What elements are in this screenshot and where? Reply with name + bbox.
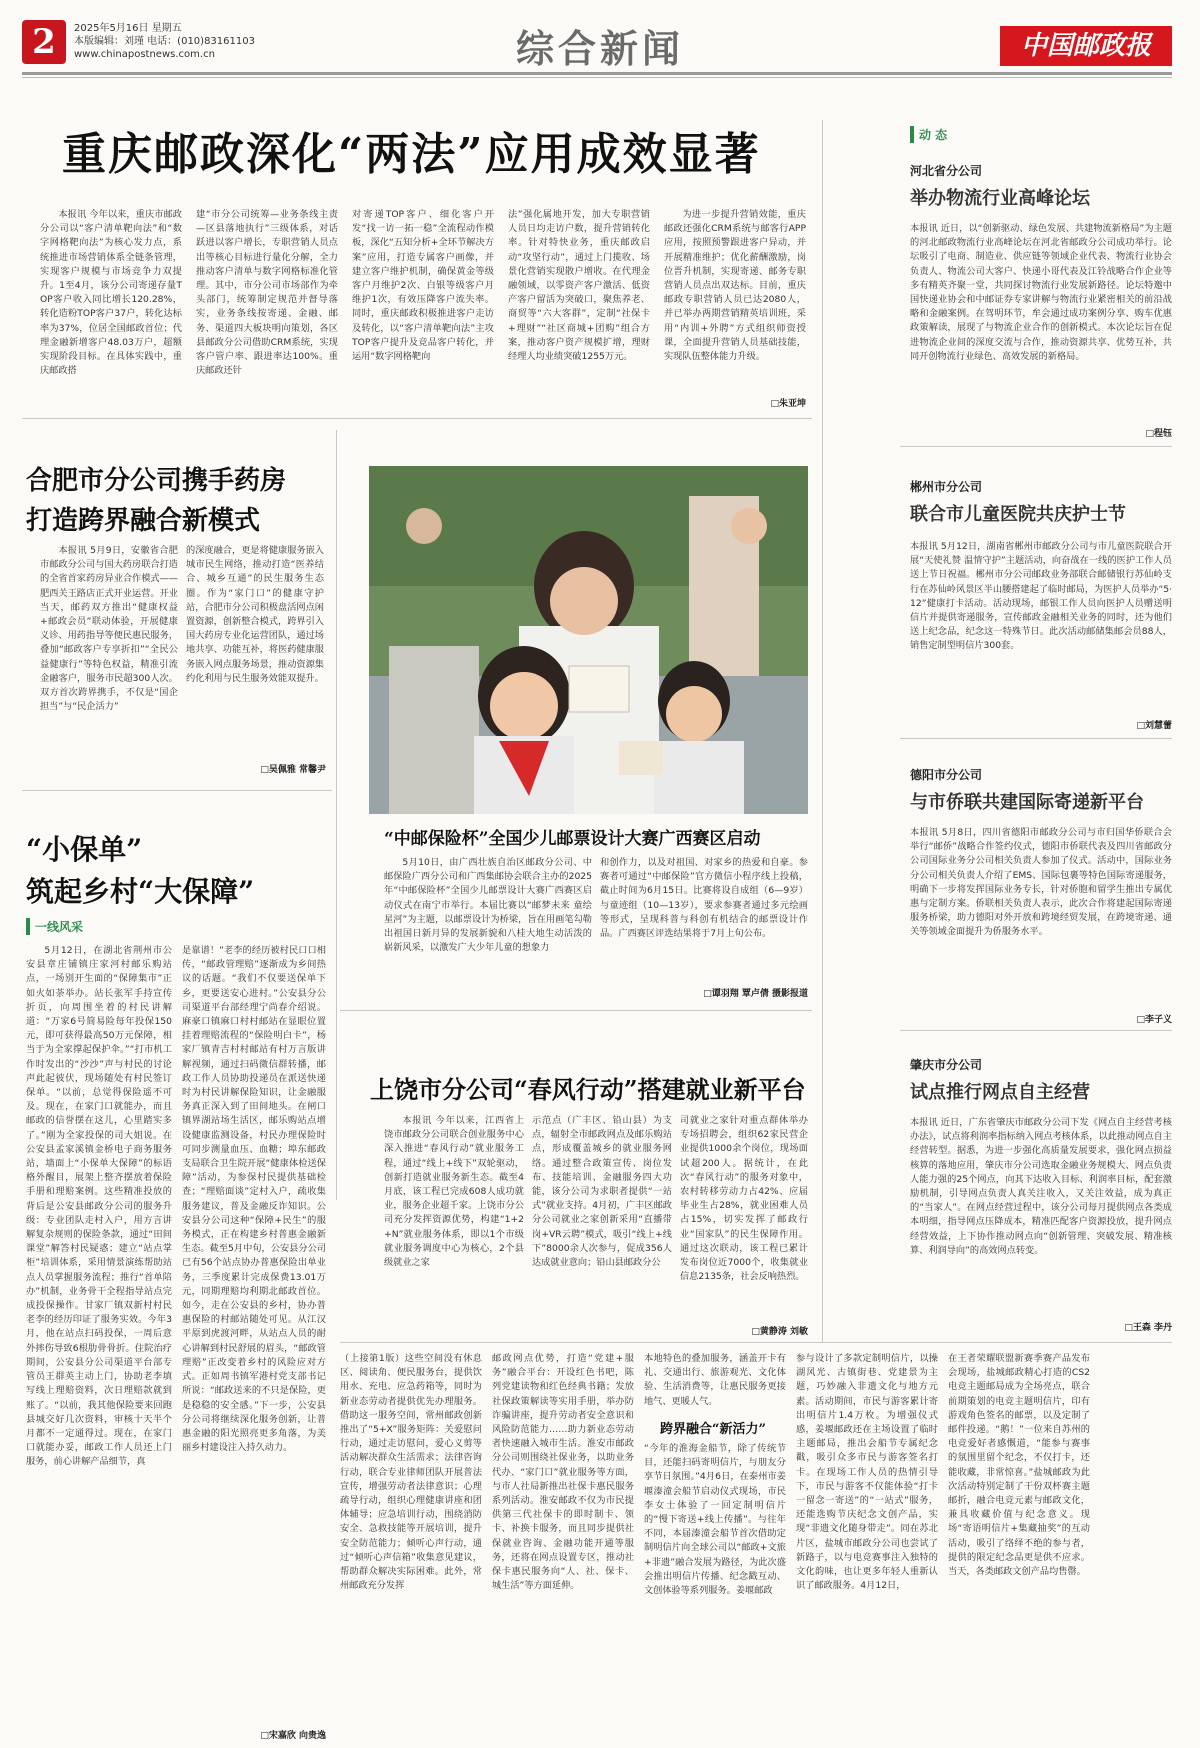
- divider-hefei: [336, 430, 337, 1200]
- sidebar-item-zhaoqing-org: 肇庆市分公司: [910, 1058, 983, 1072]
- continued-col-5: 在王者荣耀联盟新赛季赛产品发布会现场，盐城邮政精心打造的CS2电竞主题邮局成为全场亮点，联合前期策划的电竞主题明信片，印有游戏角色签名的邮票，以及定制了邮件投递。“鹅！”一位来自苏州的电竞爱好者感慨道，“能参与赛事的氛围里留个纪念，不仅打卡，还能收藏，非常惊喜。”盐城邮政为此次活动特别定制了干份双杯赛主题邮折，融合电竞元素与邮政文化，兼具收藏价值与纪念意义。现场“寄语明信片+集藏抽奖”的互动活动，吸引了络绎不绝的参与者，提供的限定纪念品更是供不应求。当天，各类邮政文创产品均售罄。: [948, 1353, 1090, 1578]
- sidebar-item-hebei-byline: □程钰: [1145, 429, 1172, 439]
- newspaper-logo: [1000, 26, 1172, 66]
- sidebar-item-chenzhou-byline: □刘慧蕾: [1136, 721, 1172, 731]
- continued-subhead: 跨界融合“新活力”: [660, 1422, 766, 1437]
- lead-col-5: 为进一步提升营销效能，重庆邮政还强化CRM系统与邮客行APP应用，按照预警跟进客户异动，并开展精准维护；优化薪酬激励，岗位晋升机制，实现寄递、邮务专职营销人员点出双达标。目前，重庆邮政专职营销人员已达2080人，并已举办两期营销精英培训班，采用“内训+外聘”方式组织师资授课，全面提升营销人员基础技能，实现队伍整体能力升级。: [664, 209, 806, 363]
- sidebar-divider-3: [900, 1030, 1172, 1031]
- continued-col-4: 参与设计了多款定制明信片，以操湖风光、古镇街巷、党建景为主题，巧妙融入非遗文化与地方元素。活动期间，市民与游客累计寄出明信片1.4万枚。为增强仪式感，姜堰邮政还在主场设置了临时主题邮局，推出会船节专属纪念戳，吸引众多市民与游客签名打卡。在现场工作人员的热情引导下，市民与游客不仅能体验“打卡一留念一寄送”的“一站式”服务，还能选购节庆纪念文创产品，实现“非遗文化随身带走”。同在苏北片区，盐城市邮政分公司也尝试了新路子，以与电竞赛事注入独特的文化韵味，也让更多年轻人重新认识了邮政服务。4月12日，: [796, 1353, 938, 1592]
- hefei-col-1: 本报讯 5月9日，安徽省合肥市邮政分公司与国大药房联合打造的全省首家药房异业合作模式——肥西关王路店正式开业运营。开业当天，邮药双方推出“健康权益+邮政会员”联动体验，开展健康义诊、用药指导等便民惠民服务，叠加“邮政客户专享折扣”“全民公益健康行”等特色权益，精准引流金融客户，服务市民超300人次。双方首次跨界携手，不仅是“国企担当”与“民企活力”: [40, 545, 178, 713]
- sidebar-divider-2: [900, 738, 1172, 739]
- xiaobaodan-col-2: 是靠谱！”老李的经历被村民口口相传，“邮政管理赔”逐渐成为乡间热议的话题。“我们不仅要送保单下乡，更要送安心进村。”公安县分公司渠道平台部经理宁尚春介绍说。麻豪口镇麻口村村邮站在显眼位置挂着理赔流程的“保险明白卡”，杨家厂镇青吉村村邮站有村万言版讲解视频，通过扫码微信群转播，邮政工作人员协助投递员在派送快递时为村民讲解保险知识，让金融服务真正深入到了田间地头。在闸口镇界湖站场生活区，邮乐购站点增设健康监测设备，村民办理保险时可同步测量血压、血糖；埠东邮政支局联合卫生院开展“健康体检送保障”活动，为参保村民提供基础检查；“理赔面谈”定村入户，疏收集服务建议，普及金融反诈知识。公安县分公司这种“保障+民生”的服务模式，正在构建乡村普惠金融新生态。截至5月中旬，公安县分公司已有56个站点协办普惠保险出单业务，三季度累计完成保费13.01万元，同期理赔均利期北邮政首位。如今，走在公安县的乡村，协办普惠保险的村邮站随处可见。从江汉平原到虎渡河畔，从站点人员的耐心讲解到村民舒展的眉头，“邮政管理赔”正改变着乡村的风险应对方式。正如周书镇军港村党支部书记所说：“邮政送来的不只是保险，更是稳稳的安全感。”下一步，公安县分公司将继续深化服务创新，让普惠金融的阳光照亮更多角落，为美丽乡村建设注入持久动力。: [182, 945, 326, 1454]
- sidebar-item-deyang-byline: □李子义: [1136, 1015, 1172, 1025]
- logo-text: 中国邮政报: [1020, 31, 1151, 61]
- lead-byline: □朱亚坤: [770, 399, 806, 409]
- lead-col-2: 建“市分公司统筹—业务条线主责—区县落地执行”三级体系，对话跃进以客户增长，专职营销人员点出等核心目标进行量化分解，全力推动客户清单与数字网格标准化管理。其中，市分公司市场部作为牵头部门，统筹制定规范并督导落实，业务条线按寄递、金融、邮务、渠道四大板块明向策划，各区县邮政分公司借助CRM系统，实现客户管户率、跟进率达100%。重庆邮政还针: [196, 209, 338, 377]
- frontline-tag: 一线风采: [26, 918, 83, 935]
- editor-line: 本版编辑：刘瑾 电话：(010)83161103: [74, 36, 255, 47]
- sidebar-item-hebei-org: 河北省分公司: [910, 164, 983, 178]
- shangrao-col-2: 示范点（广丰区、铅山县）为支点，辐射全市邮政网点及邮乐购站点，形成覆盖城乡的就业服务网络。通过整合政策宣传、岗位发布、技能培训、金融服务四大功能，该分公司为求职者提供“一站式”就业支持。4月初，广丰区邮政分公司就业之家创新采用“直播带岗+VR云聘”模式，吸引“线上+线下”8000余人次参与，促成356人达成就业意向；铅山县邮政分公: [532, 1115, 672, 1269]
- hefei-headline-2: 打造跨界融合新模式: [26, 506, 261, 536]
- divider-photo-story: [340, 1010, 812, 1011]
- sidebar-tag: 动 态: [910, 126, 947, 143]
- divider-lead: [22, 418, 812, 419]
- sidebar-item-chenzhou-text: 本报讯 5月12日，湖南省郴州市邮政分公司与市儿童医院联合开展“天使礼赞 温情守护”主题活动，向奋战在一线的医护工作人员送上节日祝福。郴州市分公司邮政业务部联合邮储银行苏仙岭支行在苏仙岭风景区半山腰搭建起了临时邮局，为医护人员举办“5·12”健康打卡活动。活动现场，邮银工作人员向医护人员赠送明信片并提供寄递服务，宣传邮政金融相关业务的同时，还为他们送上纪念品，纪念这一特殊节日。此次活动邮储集邮会员88人，销售定制型明信片300套。: [910, 541, 1172, 652]
- sidebar-item-zhaoqing-byline: □王森 李丹: [1124, 1323, 1172, 1333]
- continued-col-3a: 本地特色的叠加服务，涵盖开卡有礼、交通出行、旅游观光、文化体验、生活消费等，让惠民服务更接地气、更暖人气。: [644, 1353, 786, 1407]
- masthead-rule-thin: [22, 77, 1172, 78]
- hefei-headline-1: 合肥市分公司携手药房: [26, 466, 287, 496]
- shangrao-col-1: 本报讯 今年以来，江西省上饶市邮政分公司联合创业服务中心深入推进“春风行动”就业服务工程，通过“线上+线下”双轮驱动，创新打造就业服务新生态。截至4月底，该工程已完成608人成功就业，服务企业超千家。上饶市分公司充分发挥资源优势，构建“1+2+N”就业服务体系，即以1个市级就业服务调度中心为核心，2个县级就业之家: [384, 1115, 524, 1269]
- sidebar-item-deyang-title: 与市侨联共建国际寄递新平台: [910, 792, 1144, 813]
- lead-col-4: 法”强化属地开发，加大专职营销人员日均走访户数，提升营销转化率。针对特快业务，重庆邮政启动“攻坚行动”，通过上门揽收、场景化营销实现散户增收。在代理金融领域，以零资产客户激活、低资产客户留活为突破口，聚焦养老、商贸等“六大客群”，定制“社保卡+理财”“社区商城+团购”组合方案，推动客户资产规模扩增，理财经理人均业绩突破1255万元。: [508, 209, 650, 363]
- sidebar-item-hebei-text: 本报讯 近日，以“创新驱动、绿色发展、共建物流新格局”为主题的河北邮政物流行业高峰论坛在河北省邮政分公司成功举行。论坛吸引了电商、制造业、供应链等领域企业代表、物流行业协会负责人、物流公司大客户、快递小哥代表及江铃战略合作企业等多有精英齐聚一堂，共同探讨物流行业发展新路径。论坛特邀中国快递业协会和中邮证券专家讲解与物流行业紧密相关的前沿战略和金融案例。在驾明环节，牟会通过成功案例分享、购车优惠政策解读，展现了与物流企业合作的创新模式。本次论坛旨在促进物流企业间的深度交流与合作，推动资源共享、优势互补，共同开创物流行业绿色、高效发展的新格局。: [910, 223, 1172, 362]
- site-url[interactable]: www.chinapostnews.com.cn: [74, 49, 215, 60]
- xiaobaodan-col-1: 5月12日，在湖北省荆州市公安县章庄铺镇庄家河村邮乐购站点，一场别开生面的“保障集市”正如火如荼举办。站长张军手持宣传折页，向周围坐着的村民讲解道：“万家6号简易险每年投保150元，即可获得最高50万元保障，相当于为全家撑起保护伞。”“打市机工作时发出的“沙沙”声与村民的讨论声此起彼伏，现场随处有村民签订保单。“以前，总觉得保险遥不可及。现在，在家门口就能办，而且邮政的信誉摆在这儿，心里踏实多了。”刚为全家投保的司大姐说。在公安县孟家溪镇金桥电子商务服务站，墙面上“小保单大保障”的标语格外醒目，展架上整齐摆放着保险手册和理赔案例。这些精准投放的背后是公安县邮政分公司的服务升级：专业团队走村入户，用方言讲解复杂规则的保险条款，通过“田间课堂”解答村民疑惑；建立“站点掌柜”培训体系，采用情景演练帮助站点人员掌握服务流程；推行“首单陪办”机制，业务骨干全程指导站点完成投保操作。甘家厂镇双新村村民老李的经历印证了服务实效。今年3月，他在站点扫码投保，一周后意外摔伤导致6根肋骨骨折。住院治疗期间，公安县分公司渠道平台部专管员王群英主动上门，协助老李填写线上理赔资料，次日理赔款就到账了。“以前，我其他保险要来回跑县城交好几次资料，审核十天半个月都不一定通得过。现在，在家门口就能办妥，邮政工作人员还上门服务，前心讲解产品细节，真: [26, 945, 172, 1468]
- photo-story-col-2: 和创作力，以及对祖国、对家乡的热爱和自豪。参赛者可通过“中邮保险”官方微信小程序线上投稿，截止时间为6月15日。比赛将设自成组（6—9岁）与童迹组（10—13岁），要求参赛者通过多元绘画等形式，呈现科普与科创有机结合的邮票设计作品。广西赛区评选结果将于7月上旬公布。: [600, 857, 808, 940]
- continued-col-2: 邮政网点优势，打造“党建+服务”融合平台：开设红色书吧，陈列党建读物和红色经典书籍；发放社保政策解读等实用手册，举办防诈骗讲座，提升劳动者安全意识和风险防范能力……助力新业态劳动者快速融入城市生活。淮安市邮政分公司则围绕社保业务，以助业务代办、“家门口”就业服务等方面，与市人社局新推出社保卡惠民服务系列活动。淮安邮政不仅为市民提供第三代社保卡的即时制卡、领卡、补换卡服务，而且同步提供社保就业咨询、金融功能开通等服务，还将在网点设置专区，推动社保卡惠民服务向“人、社、保卡、城生活”等方面延伸。: [492, 1353, 634, 1592]
- photo-illustration: [369, 466, 808, 814]
- xiaobaodan-headline-1: “小保单”: [26, 833, 143, 866]
- photo-story-headline: “中邮保险杯”全国少儿邮票设计大赛广西赛区启动: [384, 829, 761, 849]
- divider-hefei-bottom: [22, 790, 332, 791]
- shangrao-headline: 上饶市分公司“春风行动”搭建就业新平台: [370, 1075, 806, 1104]
- sidebar-item-zhaoqing-text: 本报讯 近日，广东省肇庆市邮政分公司下发《网点自主经营考核办法》，试点将利润率指标纳入网点考核体系，以此推动网点自主经营转型。据悉，为进一步强化高质量发展要求，强化网点损益核算的落地应用，肇庆市分公司选取金融业务规模大、网点负责人能力强的25个网点，向其下达收入目标、利润率目标，配套激励机制，引导网点负责人真关注收入，又关注效益，成为真正的“当家人”。在网点经营过程中，该分公司每月提供网点各类成本明细，指导网点压降成本，精准匹配客户资源投放，提升网点经营效益，上下协作推动网点向“创新管理、突破发展、精准核算、利润导向”的高效网点转变。: [910, 1117, 1172, 1256]
- sidebar-divider: [822, 120, 823, 1342]
- sidebar-item-chenzhou-title: 联合市儿童医院共庆护士节: [910, 504, 1126, 525]
- masthead-info: [74, 22, 255, 61]
- sidebar-divider-1: [900, 446, 1172, 447]
- shangrao-col-3: 司就业之家针对重点群体举办专场招聘会，组织62家民营企业提供1000余个岗位，现场面试超200人。据统计，在此次“春风行动”的服务对象中，农村转移劳动力占42%、应届毕业生占28%，就业困难人员占15%，切实发挥了邮政行业“国家队”的民生保障作用。通过这次联动，该工程已累计发布岗位近7000个，收集就业信息2135条，社会反响热烈。: [680, 1115, 808, 1283]
- lead-col-3: 对寄递TOP客户、细化客户开发“找一访一拓一稳”全流程动作模板，深化“五知分析+全环节解决方案”应用，打造专属客户画像，并建立客户维护机制，确保黄金等级客户月维护2次、白银等级客户月维护1次，有效压降客户流失率。同时，重庆邮政积极推进客户走访及转化，以“客户清单靶向法”主攻TOP客户提升及竞品客户转化，并运用“数字网格靶向: [352, 209, 494, 363]
- hefei-byline: □吴佩雅 常馨尹: [260, 765, 326, 775]
- children-stamp-photo: [369, 466, 808, 814]
- date-line: 2025年5月16日 星期五: [74, 23, 182, 34]
- continued-col-1: （上接第1版）这些空间没有休息区、阅读角、便民服务台，提供饮用水、充电、应急药箱等，同时为新业态劳动者提供优先办理服务。借助这一服务空间，常州邮政创新推出了“5+X”服务矩阵：关爱慰问行动，通过走访慰问，爱心义剪等活动解决群众生活需求；法律咨询行动，联合专业律师团队开展普法宣传，增强劳动者法律意识；心理疏导行动，组织心理健康讲座和团体辅导；应急培训行动，围绕消防安全、急救技能等开展培训，提升安全防范能力；倾听心声行动，通过“倾听心声信箱”收集意见建议，帮助群众解决实际困难。此外，常州邮政充分发挥: [340, 1353, 482, 1592]
- sidebar-item-chenzhou-org: 郴州市分公司: [910, 480, 983, 494]
- photo-story-col-1: 5月10日，由广西壮族自治区邮政分公司、中邮保险广西分公司和广西集邮协会联合主办的2025年“中邮保险杯”全国少儿邮票设计大赛广西赛区启动仪式在南宁市举行。本届比赛以“邮梦未来 童绘星河”为主题，以邮票设计为桥梁，旨在用画笔勾勒出祖国日新月异的发展新貌和八桂大地生动活泼的崭新风采，以激发广大少年儿童的想象力: [384, 857, 592, 954]
- sidebar-item-zhaoqing-title: 试点推行网点自主经营: [910, 1082, 1090, 1103]
- xiaobaodan-headline-2: 筑起乡村“大保障”: [26, 875, 255, 908]
- sidebar-item-hebei-title: 举办物流行业高峰论坛: [910, 188, 1090, 209]
- sidebar-item-deyang-org: 德阳市分公司: [910, 768, 983, 782]
- xiaobaodan-byline: □宋嘉欣 向贵逸: [260, 1731, 326, 1741]
- continued-col-3b: “今年的淮海金船节，除了传统节目，还能扫码寄明信片，与朋友分享节日氛围。”4月6日，在泰州市姜堰溱潼会船节启动仪式现场，市民李女士体验了一回定制明信片的“慢下寄送+线上传播”。与往年不同，本届溱潼会船节首次借助定制明信片向全球公司以“邮政+文旅+非遗”融合发展为路径，为此次盛会推出明信片传播、纪念戳互动、文创体验等系列服务。姜堰邮政: [644, 1443, 786, 1597]
- divider-shangrao: [340, 1342, 1172, 1343]
- page-number: 2: [32, 22, 56, 62]
- section-title: 综合新闻: [515, 26, 684, 71]
- page-number-badge: [22, 20, 66, 64]
- shangrao-byline: □黄静涛 刘敏: [751, 1327, 808, 1337]
- lead-headline: 重庆邮政深化“两法”应用成效显著: [62, 129, 761, 180]
- hefei-col-2: 的深度融合，更是将健康服务嵌入城市民生网络，推动打造“医养结合、城乡互通”的民生服务生态圈。作为“家门口”的健康守护站，合肥市分公司积极盘活网点闲置资源，创新整合模式，跨界引入国大药房专业化运营团队，通过场地共享、功能互补，将医药健康服务嵌入网点服务场景，推动资源集约化利用与民生服务效能双提升。: [186, 545, 324, 684]
- photo-story-byline: □谭羽翔 覃卢倩 摄影报道: [703, 989, 808, 999]
- sidebar-item-deyang-text: 本报讯 5月8日，四川省德阳市邮政分公司与市归国华侨联合会举行“邮侨”战略合作签约仪式，德阳市侨联代表及四川省邮政分公司国际业务分公司相关负责人参加了仪式。活动中，国际业务分公司相关负责人介绍了EMS、国际包裹等特色国际寄递服务，明确下一步将发挥国际业务专长，针对侨胞和留学生推出专属优惠与定制方案。侨联相关负责人表示，此次合作将建起国际寄递服务桥梁，助力德阳对外开放和跨境经贸发展，在跨境寄递、通关等领域金面提升为侨服务水平。: [910, 827, 1172, 938]
- masthead-rule: [22, 72, 1172, 75]
- lead-col-1: 本报讯 今年以来，重庆市邮政分公司以“客户清单靶向法”和“数字网格靶向法”为核心发力点，系统推进市场营销体系全链条管理，实现客户规模与市场竞争力双提升。1至4月，该分公司寄递存量TOP客户收入同比增长120.28%，转化造粉TOP客户37户，转化达标率为37%，位居全国邮政首位；代理金融新增客户48.03万户，超额实现阶段目标。在具体实践中，重庆邮政搭: [40, 209, 182, 377]
